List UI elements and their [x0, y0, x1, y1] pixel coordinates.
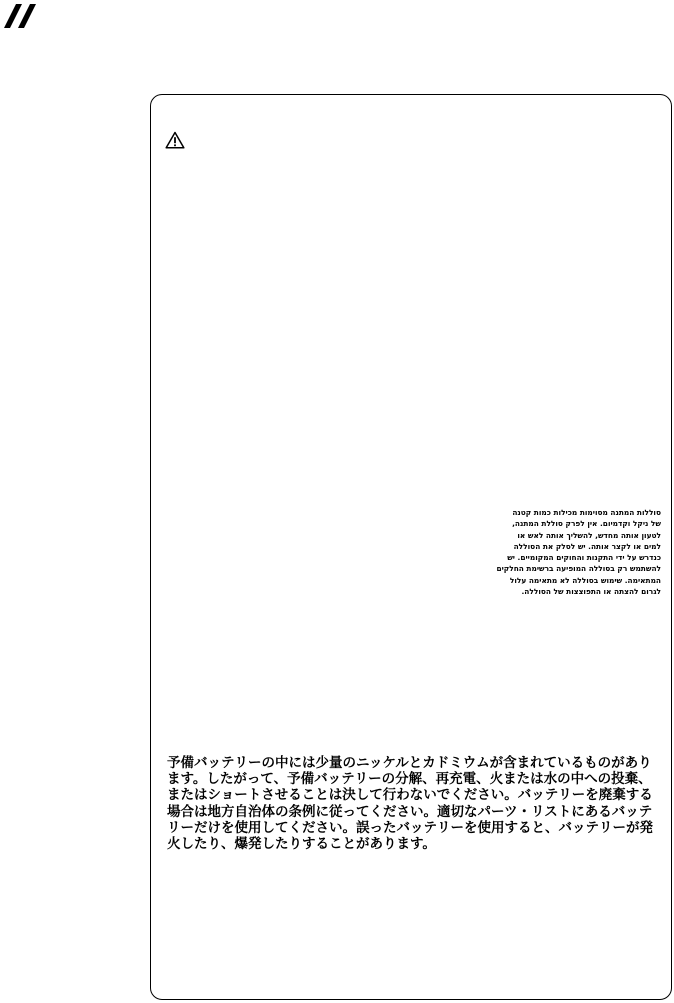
hebrew-line: לגרום להצתה או התפוצצות של הסוללה. — [521, 587, 661, 597]
japanese-line: 予備バッテリーの中には少量のニッケルとカドミウムが含まれているものがあり — [167, 755, 652, 771]
hebrew-line: של ניקל וקדמיום. אין לפרק סוללת המתנה, — [512, 519, 661, 529]
japanese-line: ます。したがって、予備バッテリーの分解、再充電、火または水の中への投棄、 — [167, 771, 652, 788]
hebrew-line: סוללות המתנה מסוימות מכילות כמות קטנה — [512, 508, 661, 517]
hebrew-line: כנדרש על ידי התקנות והחוקים המקומיים. יש — [507, 553, 661, 563]
japanese-line: リーだけを使用してください。誤ったバッテリーを使用すると、バッテリーが発 — [167, 819, 653, 836]
hebrew-battery-warning — [441, 507, 661, 597]
battery-notice-box — [150, 94, 672, 1000]
hebrew-line: לטעון אותה מחדש, להשליך אותה לאש או — [517, 530, 661, 540]
japanese-line: またはショートさせることは決して行わないでください。バッテリーを廃棄する — [167, 787, 653, 804]
japanese-line: 場合は地方自治体の条例に従ってください。適切なパーツ・リストにあるバッテ — [167, 803, 653, 820]
hebrew-line: למים או לקצר אותה. יש לסלק את הסוללה — [513, 541, 661, 551]
japanese-battery-warning — [167, 755, 663, 852]
japanese-line: 火したり、爆発したりすることがあります。 — [167, 836, 436, 853]
hebrew-line: להשתמש רק בסוללה המופיעה ברשימת החלקים — [496, 564, 661, 574]
warning-triangle-icon — [165, 131, 185, 149]
double-slash-logo-icon — [4, 4, 42, 28]
hebrew-line: המתאימה. שימוש בסוללה לא מתאימה עלול — [509, 575, 661, 585]
